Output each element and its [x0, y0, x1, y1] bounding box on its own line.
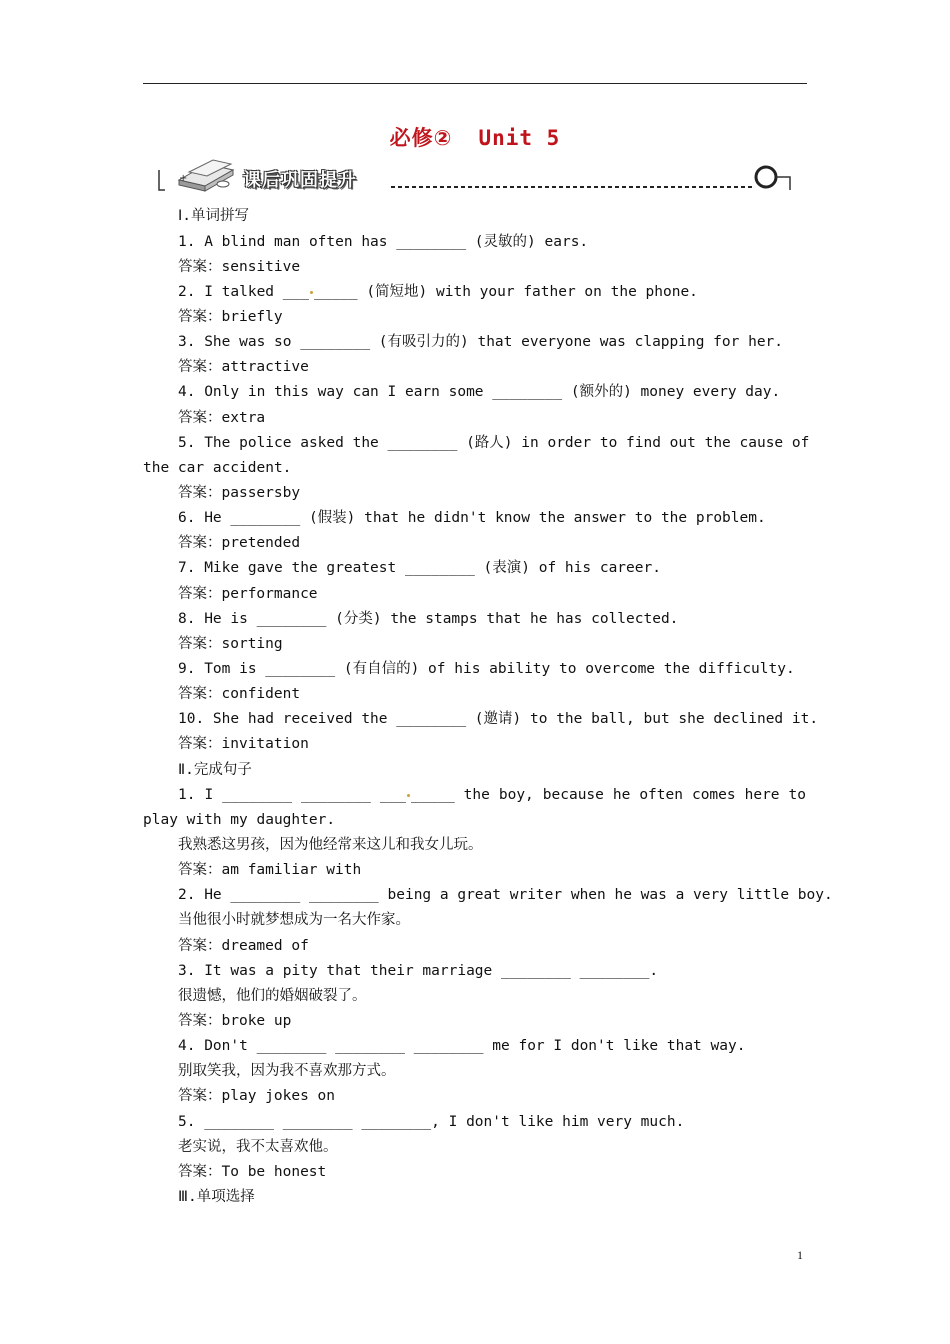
question-part: _____ the boy, because he often comes here to [411, 787, 806, 803]
question-line [178, 785, 806, 805]
question-line: 7. Mike gave the greatest ________ (表演) of his career. [178, 560, 661, 576]
top-rule [143, 83, 807, 84]
answer-line: 答案：play jokes on [178, 1088, 335, 1104]
answer-line: 答案：performance [178, 586, 318, 602]
page-number: 1 [797, 1248, 803, 1262]
answer-line: 答案：broke up [178, 1013, 292, 1029]
question-line: 4. Only in this way can I earn some ________ (额外的) money every day. [178, 384, 781, 400]
translation-line: 当他很小时就梦想成为一名大作家。 [178, 912, 410, 928]
answer-line: 答案：briefly [178, 309, 283, 325]
marker-dot-icon [310, 291, 313, 294]
ring-icon [756, 167, 776, 187]
banner-label: 课后巩固提升 [243, 170, 357, 191]
question-line: 9. Tom is ________ (有自信的) of his ability to overcome the difficulty. [178, 661, 795, 677]
unit-label: Unit 5 [478, 126, 561, 150]
section-heading-sentences: Ⅱ.完成句子 [178, 762, 252, 778]
question-continuation: the car accident. [143, 460, 292, 476]
question-line: 8. He is ________ (分类) the stamps that he has collected. [178, 611, 679, 627]
question-continuation: play with my daughter. [143, 812, 336, 828]
question-line: 6. He ________ (假装) that he didn't know the answer to the problem. [178, 510, 766, 526]
question-line: 1. A blind man often has ________ (灵敏的) ears. [178, 234, 589, 250]
translation-line: 别取笑我，因为我不喜欢那方式。 [178, 1063, 396, 1079]
page-title [0, 122, 950, 152]
answer-line: 答案：sensitive [178, 259, 301, 275]
answer-line: 答案：invitation [178, 736, 309, 752]
question-line: 3. It was a pity that their marriage ________ ________. [178, 963, 659, 979]
question-part: _____ (简短地) with your father on the phone. [313, 284, 698, 300]
title-text: 必修② [389, 126, 453, 150]
question-line: 4. Don't ________ ________ ________ me for I don't like that way. [178, 1038, 746, 1054]
answer-line: 答案：To be honest [178, 1164, 327, 1180]
question-part: 2. I talked ___ [178, 284, 309, 300]
answer-line: 答案：passersby [178, 485, 301, 501]
svg-text:+: + [179, 173, 188, 184]
answer-line: 答案：confident [178, 686, 301, 702]
question-line [178, 282, 698, 302]
question-line: 3. She was so ________ (有吸引力的) that everyone was clapping for her. [178, 334, 784, 350]
answer-line: 答案：extra [178, 410, 266, 426]
question-part: 1. I ________ ________ ___ [178, 787, 407, 803]
translation-line: 很遗憾，他们的婚姻破裂了。 [178, 988, 367, 1004]
question-line: 2. He ________ ________ being a great writer when he was a very little boy. [178, 887, 833, 903]
books-icon [179, 160, 233, 191]
answer-line: 答案：pretended [178, 535, 301, 551]
answer-line: 答案：sorting [178, 636, 283, 652]
section-heading-spelling: Ⅰ.单词拼写 [178, 208, 250, 224]
section-heading-choice: Ⅲ.单项选择 [178, 1189, 255, 1205]
translation-line: 老实说，我不太喜欢他。 [178, 1139, 338, 1155]
marker-dot-icon [407, 794, 410, 797]
question-line: 5. The police asked the ________ (路人) in order to find out the cause of [178, 435, 810, 451]
answer-line: 答案：am familiar with [178, 862, 362, 878]
question-line: 5. ________ ________ ________, I don't like him very much. [178, 1114, 685, 1130]
answer-line: 答案：dreamed of [178, 938, 309, 954]
question-line: 10. She had received the ________ (邀请) to the ball, but she declined it. [178, 711, 819, 727]
answer-line: 答案：attractive [178, 359, 309, 375]
translation-line: 我熟悉这男孩，因为他经常来这儿和我女儿玩。 [178, 837, 483, 853]
